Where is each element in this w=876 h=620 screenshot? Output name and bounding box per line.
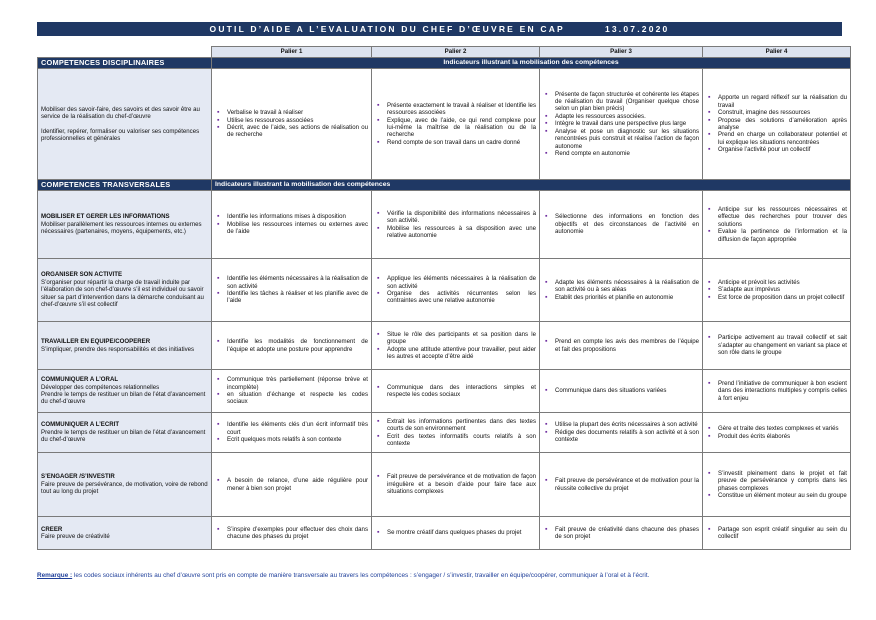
- row-engager: [38, 453, 851, 517]
- competence-desc: Prendre le temps de restituer un bilan de l’état d’avancement du chef-d’œuvre: [41, 428, 206, 444]
- indicator-item: ▪ Organise des activités récurrentes selon les contraintes avec une relative autonomie: [387, 290, 536, 305]
- indicator-list: [215, 376, 368, 406]
- indicator-item: ▪ Intègre le travail dans une perspective plus large: [555, 120, 699, 127]
- palier-1-cell: [212, 517, 372, 550]
- indicator-item: ▪ Etablit des priorités et planifie en autonomie: [555, 294, 699, 301]
- header-palier-1: Palier 1: [212, 47, 372, 58]
- competence-desc: Identifier, repérer, formaliser ou valoriser ses compétences professionnelles et générales: [41, 127, 200, 142]
- indicator-item: ▪ Utilise les ressources associées: [227, 117, 368, 124]
- competence-cell: [38, 453, 212, 517]
- competence-cell: [38, 370, 212, 413]
- palier-3-cell: [540, 69, 703, 180]
- competence-cell: [38, 259, 212, 322]
- palier-1-cell: [212, 259, 372, 322]
- row-ecrit: [38, 413, 851, 453]
- palier-2-cell: [372, 413, 540, 453]
- palier-4-cell: [703, 322, 851, 370]
- indicator-item: ▪ en situation d’échange et respecte les codes sociaux: [227, 391, 368, 406]
- indicator-list: [215, 526, 368, 541]
- palier-2-cell: [372, 259, 540, 322]
- competence-desc: Faire preuve de créativité: [41, 533, 110, 540]
- indicator-item: ▪ Produit des écrits élaborés: [718, 433, 847, 440]
- competence-name: TRAVAILLER EN EQUIPE/COOPERER: [41, 338, 151, 346]
- competence-desc: Développer des compétences relationnelles: [41, 383, 160, 391]
- indicator-item: ▪ Verbalise le travail à réaliser: [227, 109, 368, 116]
- header-palier-3: Palier 3: [540, 47, 703, 58]
- indicator-item: ▪ Prend l’initiative de communiquer à bon escient dans des interactions multiples y compris celles à fort enjeu: [718, 380, 847, 402]
- indicator-item: ▪ Explique, avec de l’aide, ce qui rend complexe pour lui-même la maîtrise de la réalisation ou de la recherche: [387, 117, 536, 139]
- indicator-item: ▪ Présente de façon structurée et cohérente les étapes de réalisation du travail (Organiser quelque chose selon un plan bien précis): [555, 91, 699, 113]
- header-palier-2: Palier 2: [372, 47, 540, 58]
- indicator-item: ▪ Rédige des documents relatifs à son activité et à son contexte: [555, 429, 699, 444]
- indicator-list: [375, 102, 536, 146]
- indicator-list: [706, 470, 847, 500]
- remark-text: les codes sociaux inhérents au chef d’œuvre sont pris en compte de manière transversale au travers les compétences : s’engager / s’investir, travailler en équipe/coopérer, communiquer à l’oral et à l’écrit.: [72, 572, 650, 579]
- indicator-item: ▪ Fait preuve de persévérance et de motivation pour la réussite collective du projet: [555, 477, 699, 492]
- indicator-item: ▪ Anticipe sur les ressources nécessaires et effectue des recherches pour trouver des solutions: [718, 206, 847, 228]
- indicator-item: ▪ Est force de proposition dans un projet collectif: [718, 294, 847, 301]
- indicator-item: ▪ Sélectionne des informations en fonction des objectifs et des circonstances de l’activité en autonomie: [555, 213, 699, 235]
- section-label: COMPETENCES TRANSVERSALES: [38, 180, 212, 191]
- palier-2-cell: [372, 453, 540, 517]
- indicator-item: ▪ Partage son esprit créatif singulier au sein du collectif: [718, 526, 847, 541]
- remark-label: Remarque :: [37, 572, 73, 579]
- indicator-list: [215, 275, 368, 305]
- indicator-list: [215, 109, 368, 139]
- indicator-list: [706, 206, 847, 243]
- indicator-item: ▪ Extrait les informations pertinentes dans des textes courts de son environnement: [387, 418, 536, 433]
- palier-3-cell: [540, 413, 703, 453]
- competence-name: ORGANISER SON ACTIVITE: [41, 271, 123, 279]
- indicator-item: ▪ Adopte une attitude attentive pour travailler, peut aider les autres et accepte d’être aidé: [387, 346, 536, 361]
- indicator-item: ▪ Participe activement au travail collectif et sait s’adapter au changement en variant sa place et son rôle dans le groupe: [718, 334, 847, 356]
- section-transversales: [38, 180, 851, 191]
- competence-name: COMMUNIQUER A L’ECRIT: [41, 421, 120, 429]
- palier-1-cell: [212, 453, 372, 517]
- palier-3-cell: [540, 517, 703, 550]
- palier-1-cell: [212, 370, 372, 413]
- indicator-list: [543, 338, 699, 353]
- competence-desc: S’organiser pour répartir la charge de travail induite par l’élaboration de son chef-d’œuvre s’il est individuel ou savoir situer sa part d’intervention dans la démarche conduisant au chef-d’œuvre s’il est collectif: [41, 278, 204, 309]
- indicator-list: [706, 526, 847, 541]
- palier-1-cell: [212, 322, 372, 370]
- indicator-item: ▪ Situe le rôle des participants et sa position dans le groupe: [387, 331, 536, 346]
- indicator-item: ▪ Ecrit des textes informatifs courts relatifs à son contexte: [387, 433, 536, 448]
- indicator-list: [375, 529, 536, 536]
- competence-desc: Faire preuve de persévérance, de motivation, voire de rebond tout au long du projet: [41, 480, 208, 496]
- indicator-item: ▪ Mobilise les ressources à sa disposition avec une relative autonomie: [387, 225, 536, 240]
- header-blank: [38, 47, 212, 58]
- competence-name: COMMUNIQUER A L’ORAL: [41, 376, 119, 384]
- row-oral: [38, 370, 851, 413]
- competence-name: CREER: [41, 525, 63, 533]
- indicator-item: ▪ Communique très partiellement (réponse brève et incomplète): [227, 376, 368, 391]
- competence-desc: Mobiliser des savoir-faire, des savoirs et des savoir être au service de la réalisation du chef-d’œuvre: [41, 105, 200, 121]
- palier-4-cell: [703, 259, 851, 322]
- indicator-item: ▪ Se montre créatif dans quelques phases du projet: [387, 529, 536, 536]
- section-label: COMPETENCES DISCIPLINAIRES: [38, 58, 212, 69]
- indicator-list: [543, 279, 699, 301]
- indicator-item: ▪ S’inspire d’exemples pour effectuer des choix dans chacune des phases du projet: [227, 526, 368, 541]
- indicator-item: ▪ Organise l’activité pour un collectif: [718, 146, 847, 153]
- page-title: [37, 22, 842, 36]
- palier-2-cell: [372, 517, 540, 550]
- indicator-item: ▪ A besoin de relance, d’une aide régulière pour mener à bien son projet: [227, 477, 368, 492]
- indicator-list: [215, 477, 368, 492]
- indicator-list: [706, 334, 847, 356]
- palier-4-cell: [703, 370, 851, 413]
- indicator-item: ▪ Identifie les éléments nécessaires à la réalisation de son activité: [227, 275, 368, 290]
- palier-2-cell: [372, 69, 540, 180]
- palier-4-cell: [703, 453, 851, 517]
- palier-3-cell: [540, 191, 703, 259]
- competence-cell: [38, 322, 212, 370]
- indicator-item: ▪ Propose des solutions d’amélioration après analyse: [718, 117, 847, 132]
- indicator-list: [543, 387, 699, 394]
- indicator-item: ▪ Ecrit quelques mots relatifs à son contexte: [227, 436, 368, 443]
- header-palier-4: Palier 4: [703, 47, 851, 58]
- competence-cell: [38, 69, 212, 180]
- indicator-item: ▪ S’adapte aux imprévus: [718, 286, 847, 293]
- remark-note: [37, 572, 852, 579]
- section-disciplinaires: [38, 58, 851, 69]
- indicator-item: ▪ Mobilise les ressources internes ou externes avec de l’aide: [227, 221, 368, 236]
- row-informations: [38, 191, 851, 259]
- indicator-item: ▪ Evalue la pertinence de l’information et la diffusion de façon appropriée: [718, 228, 847, 243]
- indicator-item: ▪ Prend en charge un collaborateur potentiel et lui explique les situations rencontrées: [718, 131, 847, 146]
- indicator-item: ▪ Applique les éléments nécessaires à la réalisation de son activité: [387, 275, 536, 290]
- palier-3-cell: [540, 370, 703, 413]
- palier-1-cell: [212, 413, 372, 453]
- competence-desc: Mobiliser parallèlement les ressources internes ou externes nécessaires (partenaires, moyens, équipements, etc.): [41, 220, 202, 236]
- indicator-item: ▪ Apporte un regard réflexif sur la réalisation du travail: [718, 94, 847, 109]
- indicator-list: [215, 338, 368, 353]
- palier-4-cell: [703, 69, 851, 180]
- indicator-item: ▪ Communique dans des interactions simples et respecte les codes sociaux: [387, 384, 536, 399]
- indicator-item: ▪ Construit, imagine des ressources: [718, 109, 847, 116]
- indicator-item: ▪ Présente exactement le travail à réaliser et Identifie les ressources associées: [387, 102, 536, 117]
- indicator-item: ▪ Analyse et pose un diagnostic sur les situations rencontrées puis construit et réalise l’action de façon autonome: [555, 128, 699, 150]
- title-text: OUTIL D’AIDE A L’EVALUATION DU CHEF D’ŒUVRE EN CAP: [209, 24, 565, 34]
- indicator-list: [215, 213, 368, 235]
- indicator-list: [706, 94, 847, 153]
- indicator-item: ▪ Fait preuve de persévérance et de motivation de façon irrégulière et a besoin d’aide pour faire face aux situations complexes: [387, 473, 536, 495]
- indicator-list: [375, 210, 536, 240]
- indicator-item: ▪ Adapte les ressources associées.: [555, 113, 699, 120]
- section-subtitle: Indicateurs illustrant la mobilisation des compétences: [212, 180, 851, 191]
- palier-3-cell: [540, 453, 703, 517]
- indicator-item: ▪ Identifie les informations mises à disposition: [227, 213, 368, 220]
- palier-1-cell: [212, 191, 372, 259]
- row-disciplinaire: [38, 69, 851, 180]
- palier-2-cell: [372, 322, 540, 370]
- competence-cell: [38, 191, 212, 259]
- palier-4-cell: [703, 517, 851, 550]
- competence-desc: S’impliquer, prendre des responsabilités et des initiatives: [41, 345, 195, 353]
- indicator-list: [543, 91, 699, 158]
- palier-4-cell: [703, 191, 851, 259]
- indicator-item: ▪ Identifie les éléments clés d’un écrit informatif très court: [227, 421, 368, 436]
- indicator-list: [375, 418, 536, 448]
- palier-2-cell: [372, 191, 540, 259]
- competence-desc: Prendre le temps de restituer un bilan de l’état d’avancement du chef-d’œuvre: [41, 391, 206, 406]
- palier-1-cell: [212, 69, 372, 180]
- row-organiser: [38, 259, 851, 322]
- header-row: [38, 47, 851, 58]
- indicator-item: ▪ Vérifie la disponibilité des informations nécessaires à son activité.: [387, 210, 536, 225]
- indicator-item: ▪ Gère et traite des textes complexes et variés: [718, 425, 847, 432]
- indicator-list: [706, 380, 847, 402]
- indicator-list: [543, 213, 699, 235]
- palier-3-cell: [540, 322, 703, 370]
- indicator-item: ▪ Rend compte de son travail dans un cadre donné: [387, 139, 536, 146]
- indicator-item: ▪ Anticipe et prévoit les activités: [718, 279, 847, 286]
- competence-cell: [38, 517, 212, 550]
- indicator-list: [215, 421, 368, 443]
- title-date: 13.07.2020: [604, 24, 670, 34]
- evaluation-grid: [37, 46, 851, 550]
- indicator-list: [375, 331, 536, 361]
- indicator-item: ▪ S’investit pleinement dans le projet et fait preuve de persévérance y compris dans les phases complexes: [718, 470, 847, 492]
- competence-name: MOBILISER ET GERER LES INFORMATIONS: [41, 213, 170, 221]
- indicator-item: ▪ Rend compte en autonomie: [555, 150, 699, 157]
- indicator-list: [543, 477, 699, 492]
- indicator-list: [543, 421, 699, 443]
- palier-4-cell: [703, 413, 851, 453]
- palier-2-cell: [372, 370, 540, 413]
- indicator-item: ▪ Communique dans des situations variées: [555, 387, 699, 394]
- palier-3-cell: [540, 259, 703, 322]
- competence-cell: [38, 413, 212, 453]
- indicator-list: [375, 384, 536, 399]
- indicator-list: [706, 425, 847, 440]
- indicator-item: ▪ Identifie les modalités de fonctionnement de l’équipe et adopte une posture pour apprendre: [227, 338, 368, 353]
- indicator-list: [706, 279, 847, 301]
- indicator-item: ▪ Prend en compte les avis des membres de l’équipe et fait des propositions: [555, 338, 699, 353]
- indicator-item: ▪ Utilise la plupart des écrits nécessaires à son activité: [555, 421, 699, 428]
- section-subtitle: Indicateurs illustrant la mobilisation des compétences: [212, 58, 851, 69]
- indicator-item: ▪ Constitue un élément moteur au sein du groupe: [718, 492, 847, 499]
- indicator-list: [543, 526, 699, 541]
- competence-name: S’ENGAGER /S’INVESTIR: [41, 473, 115, 481]
- indicator-item: ▪ Identifie les tâches à réaliser et les planifie avec de l’aide: [227, 290, 368, 305]
- indicator-item: ▪ Décrit, avec de l’aide, ses actions de réalisation ou de recherche: [227, 124, 368, 139]
- indicator-list: [375, 473, 536, 495]
- row-equipe: [38, 322, 851, 370]
- indicator-list: [375, 275, 536, 305]
- row-creer: [38, 517, 851, 550]
- indicator-item: ▪ Fait preuve de créativité dans chacune des phases de son projet: [555, 526, 699, 541]
- indicator-item: ▪ Adapte les éléments nécessaires à la réalisation de son activité ou à ses aléas: [555, 279, 699, 294]
